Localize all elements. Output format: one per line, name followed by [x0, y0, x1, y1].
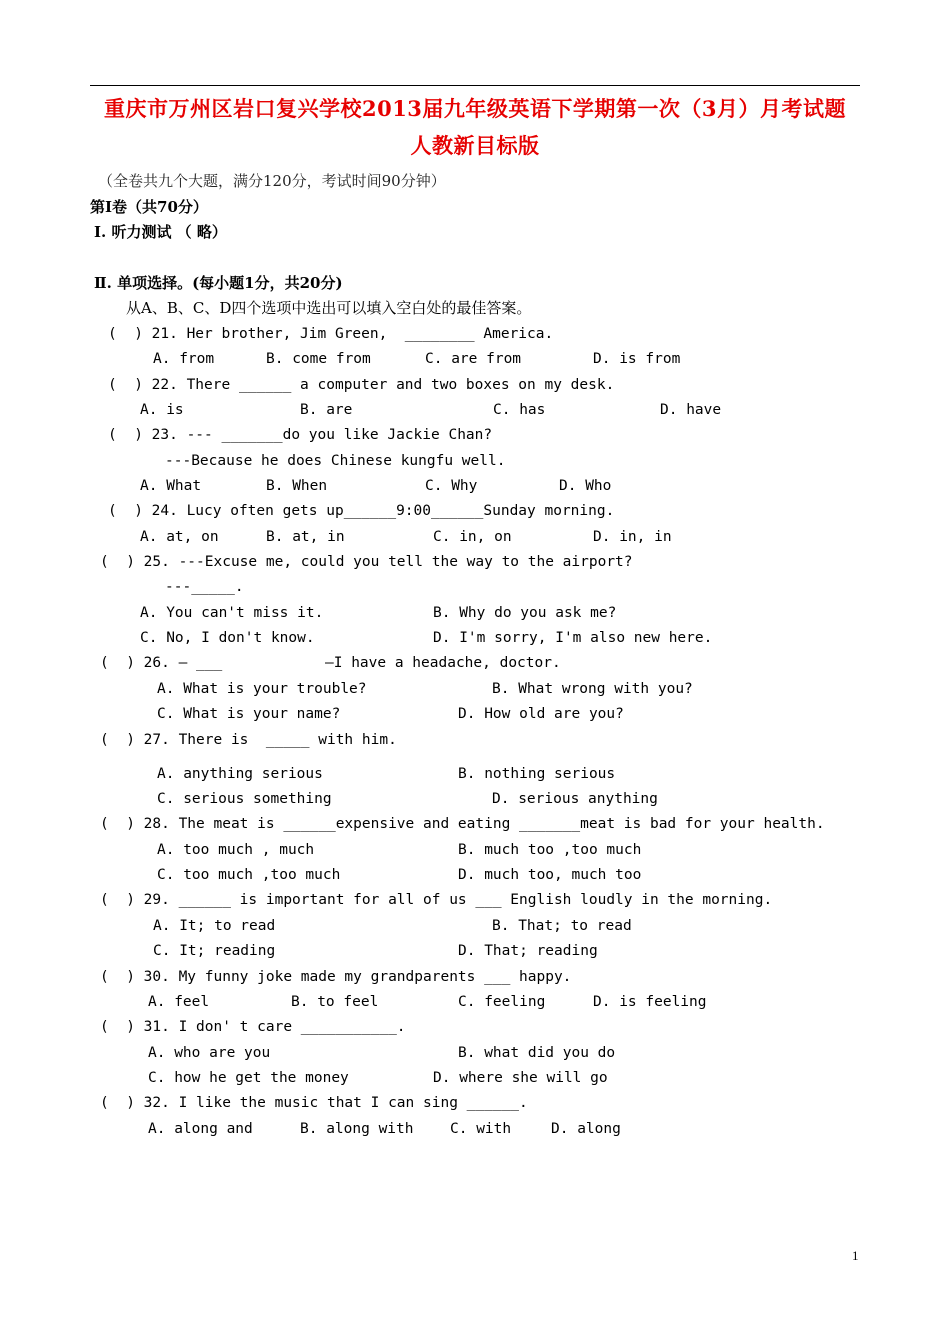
- question-28: ( ) 28. The meat is ______expensive and eating _______meat is bad for your health.: [100, 816, 825, 832]
- q32-option-c: C. with: [450, 1121, 512, 1137]
- q24-option-c: C. in, on: [433, 529, 512, 545]
- q28-option-b: B. much too ,too much: [458, 842, 642, 858]
- q23-option-b: B. When: [266, 478, 328, 494]
- q24-option-a: A. at, on: [140, 529, 219, 545]
- part-heading: 第Ⅰ卷（共70分）: [90, 198, 208, 216]
- q29-option-a: A. It; to read: [153, 918, 276, 934]
- q25-option-a: A. You can't miss it.: [140, 605, 324, 621]
- q23-option-c: C. Why: [425, 478, 478, 494]
- q26-option-a: A. What is your trouble?: [157, 681, 367, 697]
- q29-option-b: B. That; to read: [492, 918, 632, 934]
- page-title: 重庆市万州区岩口复兴学校2013届九年级英语下学期第一次（3月）月考试题: [103, 96, 847, 121]
- q22-option-a: A. is: [140, 402, 184, 418]
- q26-option-d: D. How old are you?: [458, 706, 624, 722]
- question-31: ( ) 31. I don' t care ___________.: [100, 1019, 406, 1035]
- q25-response: ---_____.: [165, 579, 244, 595]
- q21-option-c: C. are from: [425, 351, 522, 367]
- question-21: ( ) 21. Her brother, Jim Green, ________ America.: [108, 326, 554, 342]
- q25-option-b: B. Why do you ask me?: [433, 605, 617, 621]
- q29-option-d: D. That; reading: [458, 943, 598, 959]
- q30-option-d: D. is feeling: [593, 994, 707, 1010]
- q23-response: ---Because he does Chinese kungfu well.: [165, 453, 506, 469]
- question-30: ( ) 30. My funny joke made my grandparents ___ happy.: [100, 969, 572, 985]
- question-23: ( ) 23. --- _______do you like Jackie Chan?: [108, 427, 493, 443]
- q24-option-b: B. at, in: [266, 529, 345, 545]
- q31-option-a: A. who are you: [148, 1045, 271, 1061]
- q22-option-c: C. has: [493, 402, 546, 418]
- question-29: ( ) 29. ______ is important for all of us ___ English loudly in the morning.: [100, 892, 773, 908]
- q30-option-b: B. to feel: [291, 994, 379, 1010]
- section-single-choice: Ⅱ. 单项选择。(每小题1分，共20分): [94, 274, 343, 292]
- q24-option-d: D. in, in: [593, 529, 672, 545]
- q21-option-a: A. from: [153, 351, 215, 367]
- q26-response: —I have a headache, doctor.: [325, 655, 561, 671]
- q26-option-c: C. What is your name?: [157, 706, 341, 722]
- page-subtitle: 人教新目标版: [410, 133, 540, 158]
- page-number: 1: [852, 1248, 859, 1263]
- question-32: ( ) 32. I like the music that I can sing ______.: [100, 1095, 528, 1111]
- q32-option-a: A. along and: [148, 1121, 253, 1137]
- exam-info: （全卷共九个大题，满分120分，考试时间90分钟）: [98, 172, 446, 190]
- q31-option-d: D. where she will go: [433, 1070, 608, 1086]
- section-listening: Ⅰ. 听力测试 （ 略）: [94, 223, 227, 241]
- q26-option-b: B. What wrong with you?: [492, 681, 693, 697]
- q28-option-c: C. too much ,too much: [157, 867, 341, 883]
- instruction: 从A、B、C、D四个选项中选出可以填入空白处的最佳答案。: [126, 299, 532, 317]
- q27-option-c: C. serious something: [157, 791, 332, 807]
- q23-option-a: A. What: [140, 478, 202, 494]
- question-25: ( ) 25. ---Excuse me, could you tell the way to the airport?: [100, 554, 633, 570]
- q27-option-b: B. nothing serious: [458, 766, 616, 782]
- q22-option-d: D. have: [660, 402, 722, 418]
- q21-option-d: D. is from: [593, 351, 681, 367]
- q27-option-d: D. serious anything: [492, 791, 658, 807]
- q32-option-d: D. along: [551, 1121, 621, 1137]
- header-rule: [90, 85, 860, 86]
- q21-option-b: B. come from: [266, 351, 371, 367]
- q32-option-b: B. along with: [300, 1121, 414, 1137]
- q28-option-d: D. much too, much too: [458, 867, 642, 883]
- q27-option-a: A. anything serious: [157, 766, 323, 782]
- q30-option-a: A. feel: [148, 994, 210, 1010]
- question-22: ( ) 22. There ______ a computer and two boxes on my desk.: [108, 377, 615, 393]
- q30-option-c: C. feeling: [458, 994, 546, 1010]
- q25-option-c: C. No, I don't know.: [140, 630, 315, 646]
- q29-option-c: C. It; reading: [153, 943, 276, 959]
- q28-option-a: A. too much , much: [157, 842, 315, 858]
- q31-option-c: C. how he get the money: [148, 1070, 349, 1086]
- q22-option-b: B. are: [300, 402, 353, 418]
- question-27: ( ) 27. There is _____ with him.: [100, 732, 397, 748]
- question-24: ( ) 24. Lucy often gets up______9:00______Sunday morning.: [108, 503, 615, 519]
- question-26: ( ) 26. — ___: [100, 655, 223, 671]
- q25-option-d: D. I'm sorry, I'm also new here.: [433, 630, 713, 646]
- q23-option-d: D. Who: [559, 478, 612, 494]
- q31-option-b: B. what did you do: [458, 1045, 616, 1061]
